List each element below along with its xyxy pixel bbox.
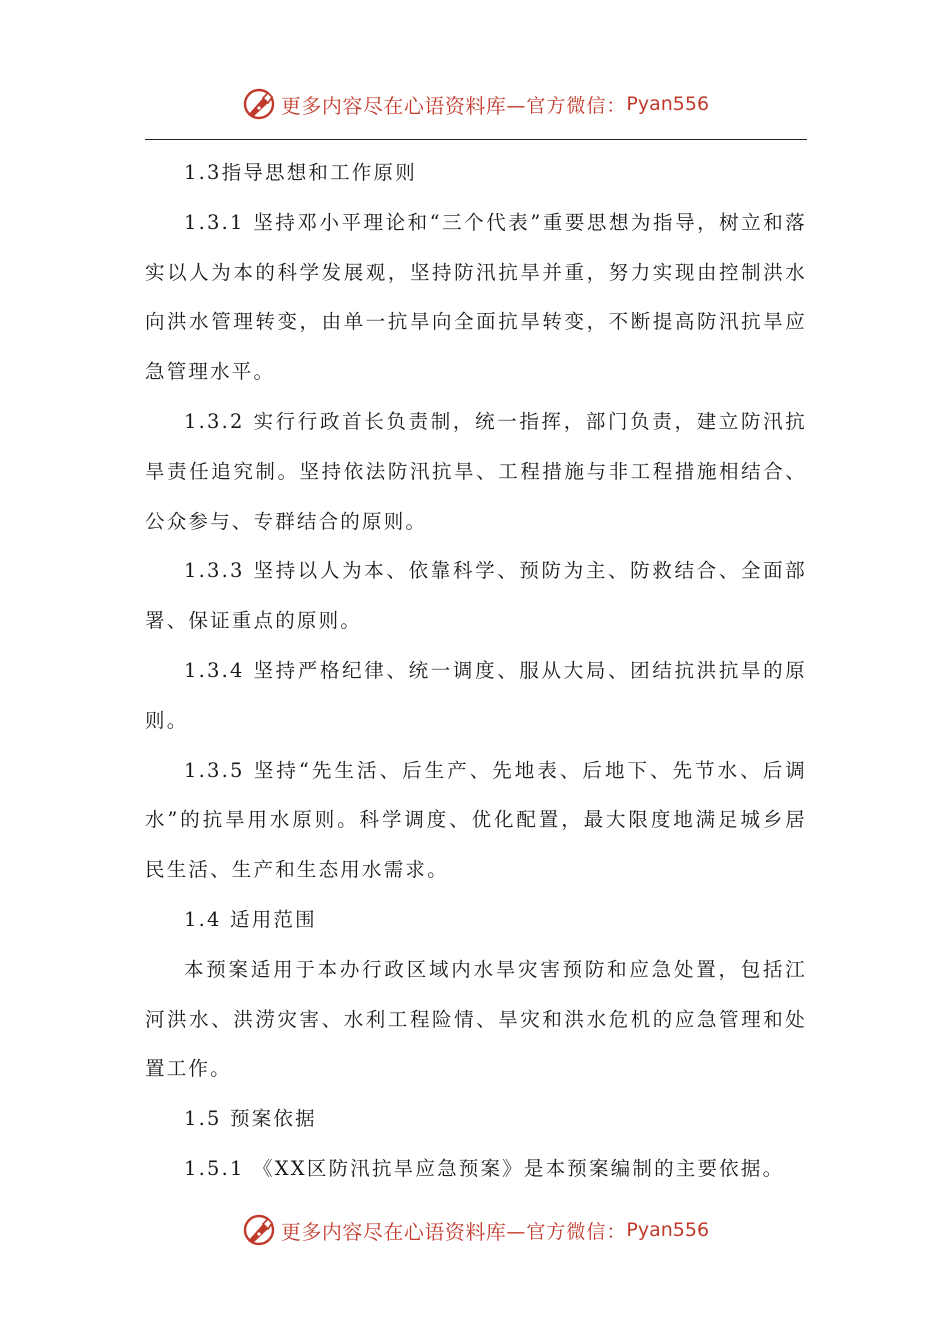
paragraph-1-3-1: 1.3.1 坚持邓小平理论和“三个代表”重要思想为指导，树立和落实以人为本的科学发展观，坚持防汛抗旱并重，努力实现由控制洪水向洪水管理转变，由单一抗旱向全面抗旱转变，不断提高防汛抗旱应急管理水平。 — [145, 210, 807, 384]
document-body — [145, 148, 807, 1194]
paragraph-1-3-5: 1.3.5 坚持“先生活、后生产、先地表、后地下、先节水、后调水”的抗旱用水原则。科学调度、优化配置，最大限度地满足城乡居民生活、生产和生态用水需求。 — [145, 758, 807, 882]
footer-official-label: —官方微信： — [506, 1220, 627, 1243]
section-heading-1-4: 1.4 适用范围 — [184, 907, 317, 931]
footer-wechat-id: Pyan556 — [626, 1219, 710, 1241]
paragraph-1-3-4: 1.3.4 坚持严格纪律、统一调度、服从大局、团结抗洪抗旱的原则。 — [145, 658, 807, 732]
section-heading-1-3: 1.3指导思想和工作原则 — [184, 161, 417, 184]
paragraph-1-3-2: 1.3.2 实行行政首长负责制，统一指挥，部门负责，建立防汛抗旱责任追究制。坚持依法防汛抗旱、工程措施与非工程措施相结合、公众参与、专群结合的原则。 — [145, 409, 807, 533]
pen-nib-logo-icon — [241, 86, 277, 122]
header-brand-text: 更多内容尽在心语资料库 — [280, 93, 507, 118]
header-banner — [0, 82, 950, 126]
paragraph-1-4: 本预案适用于本办行政区域内水旱灾害预防和应急处置，包括江河洪水、洪涝灾害、水利工程险情、旱灾和洪水危机的应急管理和处置工作。 — [145, 957, 807, 1081]
header-official-label: —官方微信： — [506, 94, 627, 117]
section-heading-1-5: 1.5 预案依据 — [184, 1107, 317, 1131]
paragraph-1-3-3: 1.3.3 坚持以人为本、依靠科学、预防为主、防救结合、全面部署、保证重点的原则。 — [145, 559, 807, 633]
paragraph-1-5-1: 1.5.1 《XX区防汛抗旱应急预案》是本预案编制的主要依据。 — [184, 1156, 785, 1180]
footer-banner — [0, 1208, 950, 1252]
pen-nib-logo-icon — [241, 1212, 277, 1248]
footer-brand-text: 更多内容尽在心语资料库 — [280, 1219, 507, 1244]
header-divider — [145, 139, 807, 140]
header-wechat-id: Pyan556 — [626, 93, 710, 115]
